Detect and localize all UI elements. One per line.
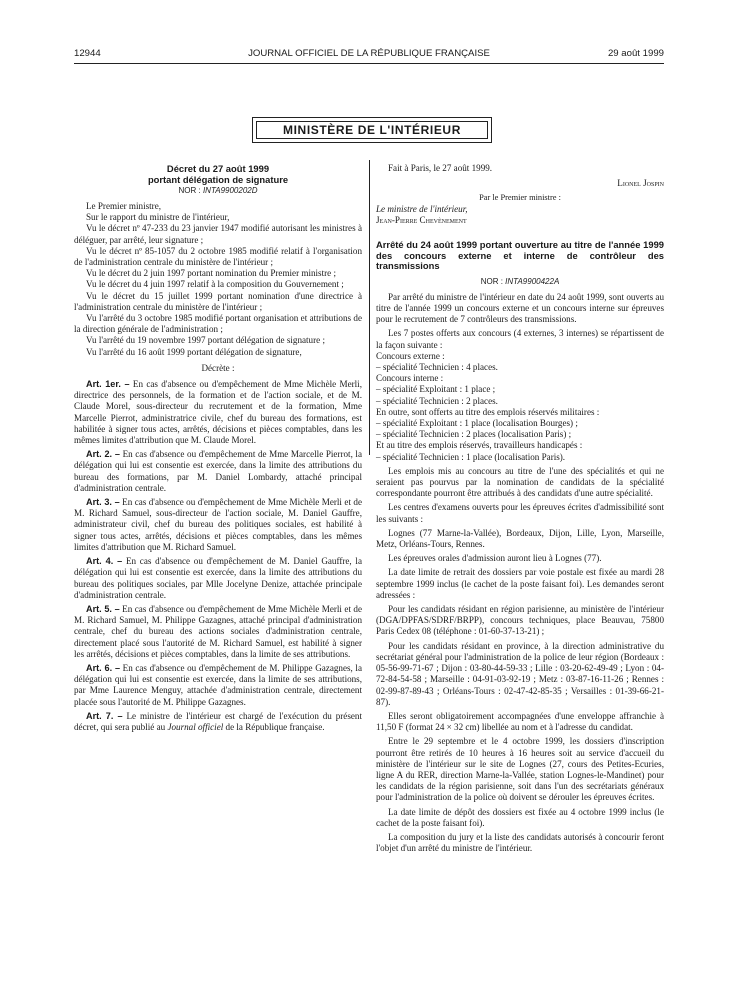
- arrete-nor: [376, 276, 664, 287]
- arrete-paragraph: – spécialité Technicien : 4 places.: [376, 362, 498, 373]
- arrete-paragraph: Concours externe :: [376, 350, 445, 361]
- par-le-premier-ministre: Par le Premier ministre :: [479, 193, 561, 203]
- column-divider: [369, 160, 370, 455]
- preamble-paragraph: Vu le décret du 15 juillet 1999 portant nomination d'une directrice à l'administration centrale du ministère de l'intérieur ;: [74, 290, 362, 312]
- journal-title: JOURNAL OFFICIEL DE LA RÉPUBLIQUE FRANÇAISE: [248, 48, 490, 59]
- arrete-body: [376, 292, 664, 855]
- nor-code: INTA9900202D: [202, 186, 258, 195]
- decree-column: [74, 163, 362, 733]
- signature-jospin: Lionel Jospin: [617, 178, 664, 189]
- ministry-box: [252, 117, 492, 143]
- article-text: En cas d'absence ou d'empêchement de Mme Michèle Merli, directrice des personnels, de la formation et de l'action sociale, et de M. Claude Morel, sous-directeur du recrutement et de la formation, Mme Marcelle Pierrot, administratrice civile, chef du bureau des formations, est habilitée à signer tous actes, arrêtés, décisions et pièces comptables, dans les mêmes limites d'attribution que M. Claude Morel.: [74, 379, 362, 446]
- ministry-title: MINISTÈRE DE L'INTÉRIEUR: [256, 121, 488, 139]
- arrete-paragraph: Elles seront obligatoirement accompagnées d'une enveloppe affranchie à 11,50 F (format 24 × 32 cm) libellée au nom et à l'adresse du candidat.: [376, 710, 664, 733]
- arrete-paragraph: Pour les candidats résidant en région parisienne, au ministère de l'intérieur (DGA/DPFAS/SDRF/BRPP), concours techniques, place Beauvau, 75800 Paris Cedex 08 (téléphone : 01-60-37-13-21) ;: [376, 604, 664, 637]
- decree-nor: [74, 185, 362, 196]
- article-paragraph: [74, 449, 362, 494]
- preamble-paragraph: Vu le décret du 4 juin 1997 relatif à la composition du Gouvernement ;: [86, 279, 344, 290]
- article-7-text-1: Le ministre de l'intérieur est chargé de l'exécution du présent décret, qui sera publié au: [74, 710, 362, 732]
- page-header: [74, 48, 664, 62]
- decree-title-1: Décret du 27 août 1999: [166, 163, 270, 174]
- decree-articles: [74, 379, 362, 708]
- issue-date: 29 août 1999: [607, 48, 664, 59]
- preamble-paragraph: Le Premier ministre,: [86, 201, 162, 211]
- article-text: En cas d'absence ou d'empêchement de Mme Michèle Merli et de M. Richard Samuel, sous-directeur de l'action sociale, M. Daniel Gauffre, administrateur civil, chef du bureau des politiques sociales, est habilité à signer tous actes, arrêtés, décisions et pièces comptables, dans les mêmes limites d'attribution que M. Richard Samuel.: [74, 497, 362, 552]
- article-paragraph: [74, 663, 362, 708]
- nor-label: NOR :: [480, 276, 503, 286]
- article-text: En cas d'absence ou d'empêchement de Mme Michèle Merli et de M. Richard Samuel, M. Philippe Gazagnes, attaché principal d'administration centrale, chef du bureau des actions sociales d'administration centrale, directement placé sous l'autorité de M. Richard Samuel, est habilité à signer les arrêtés, décisions et pièces comptables, dans la limite de ses attributions.: [74, 603, 362, 659]
- article-paragraph: [74, 497, 362, 553]
- article-text: En cas d'absence ou d'empêchement de M. Philippe Gazagnes, la délégation qui lui est consentie est exercée, dans la limite de ses attributions, par Mme Laurence Menguy, attachée d'administration centrale, directement placée sous l'autorité de M. Philippe Gazagnes.: [74, 662, 362, 707]
- article-text: En cas d'absence ou d'empêchement de Mme Marcelle Pierrot, la délégation qui lui est consentie est exercée, dans la limite des attributions du bureau des formations, par M. Daniel Lombardy, attaché principal d'administration centrale.: [74, 449, 362, 493]
- arrete-paragraph: La date limite de retrait des dossiers par voie postale est fixée au mardi 28 septembre 1999 inclus (le cachet de la poste faisant foi). Les demandes seront adressées :: [376, 567, 664, 600]
- arrete-paragraph: Par arrêté du ministre de l'intérieur en date du 24 août 1999, sont ouverts au titre de l'année 1999 un concours externe et un concours interne sur épreuves pour le recrutement de 7 contrôleurs des transmissions.: [376, 291, 664, 325]
- arrete-paragraph: – spécialité Technicien : 2 places (localisation Paris) ;: [376, 429, 572, 440]
- signature-chevenement: Jean-Pierre Chevènement: [376, 214, 467, 225]
- arrete-paragraph: Les centres d'examens ouverts pour les épreuves écrites d'admissibilité sont les suivants :: [376, 502, 664, 524]
- decree-preamble: [74, 201, 362, 358]
- article-paragraph: [74, 604, 362, 660]
- preamble-paragraph: Vu l'arrêté du 3 octobre 1985 modifié portant organisation et attributions de la direction générale de l'administration ;: [74, 313, 362, 335]
- article-7-text-2: de la République française.: [225, 721, 325, 732]
- preamble-paragraph: Sur le rapport du ministre de l'intérieur,: [86, 212, 230, 223]
- arrete-paragraph: La composition du jury et la liste des candidats autorisés à concourir feront l'objet d'un arrêté du ministre de l'intérieur.: [376, 831, 664, 854]
- decree-title-2: portant délégation de signature: [147, 174, 289, 185]
- arrete-paragraph: – spécialité Exploitant : 1 place (localisation Bourges) ;: [376, 418, 578, 429]
- preamble-paragraph: Vu le décret nº 85-1057 du 2 octobre 1985 modifié relatif à l'organisation de l'administration centrale du ministère de l'intérieur ;: [74, 245, 362, 268]
- preamble-paragraph: Vu le décret nº 47-233 du 23 janvier 1947 modifié autorisant les ministres à déléguer, par arrêté, leur signature ;: [74, 223, 362, 245]
- nor-label: NOR :: [178, 186, 201, 195]
- arrete-paragraph: Et au titre des emplois réservés, travailleurs handicapés :: [376, 440, 583, 451]
- article-label: Art. 6. –: [86, 662, 121, 673]
- arrete-paragraph: Entre le 29 septembre et le 4 octobre 1999, les dossiers d'inscription pourront être retirés de 10 heures à 16 heures soit au service d'accueil du ministère de l'intérieur sur le site de Lognes (27, cours des Petites-Ecuries, ligne A du RER, direction Marne-la-Vallée, station Lognes-le-Mandinet) pour les candidats de la région parisienne, soit dans l'un des secrétariats généraux pour l'administration de la police où doivent se dérouler les épreuves écrites.: [376, 736, 664, 803]
- article-label: Art. 4. –: [86, 556, 123, 567]
- arrete-paragraph: Lognes (77 Marne-la-Vallée), Bordeaux, Dijon, Lille, Lyon, Marseille, Metz, Orléans-Tours, Rennes.: [376, 527, 664, 550]
- arrete-paragraph: Les 7 postes offerts aux concours (4 externes, 3 internes) se répartissent de la façon suivante :: [376, 328, 664, 350]
- header-rule: [74, 63, 664, 64]
- article-paragraph: [74, 379, 362, 446]
- preamble-paragraph: Vu l'arrêté du 16 août 1999 portant délégation de signature,: [86, 346, 302, 357]
- article-paragraph: [74, 556, 362, 601]
- arrete-paragraph: – spécialité Exploitant : 1 place ;: [376, 384, 496, 395]
- minister-role: Le ministre de l'intérieur,: [376, 203, 468, 214]
- arrete-title: Arrêté du 24 août 1999 portant ouverture au titre de l'année 1999 des concours externe et interne de contrôleur des transmissions: [376, 239, 664, 272]
- preamble-paragraph: Vu l'arrêté du 19 novembre 1997 portant délégation de signature ;: [86, 335, 325, 346]
- article-label: Art. 1er. –: [86, 379, 130, 390]
- preamble-paragraph: Vu le décret du 2 juin 1997 portant nomination du Premier ministre ;: [86, 268, 336, 279]
- decrete-line: Décrète :: [201, 362, 235, 373]
- arrete-paragraph: Pour les candidats résidant en province, à la direction administrative du secrétariat général pour l'administration de la police de leur région (Bordeaux : 05-56-99-71-67 ; Dijon : 03-80-44-59-33 ; Lille : 03-20-62-49-49 ; Lyon : 04-72-84-54-58 ; Marseille : 04-91-03-92-19 ; Metz : 03-87-16-11-26 ; Rennes : 02-99-87-89-43 ; Orléans-Tours : 02-47-42-85-35 ; Versailles : 01-39-66-21-87).: [376, 640, 664, 707]
- nor-code: INTA9900422A: [505, 276, 560, 286]
- fait-line: Fait à Paris, le 27 août 1999.: [388, 163, 493, 173]
- article-label: Art. 2. –: [86, 449, 120, 460]
- arrete-paragraph: Concours interne :: [376, 373, 444, 384]
- article-text: En cas d'absence ou d'empêchement de M. Daniel Gauffre, la délégation qui lui est consentie est exercée, dans la limite des attributions du bureau des politiques sociales, par Mlle Jocelyne Denize, attachée principale d'administration centrale.: [74, 556, 362, 600]
- article-label: Art. 7. –: [86, 710, 123, 721]
- right-column: [376, 163, 664, 854]
- journal-officiel-italic: Journal officiel: [167, 721, 224, 732]
- arrete-paragraph: La date limite de dépôt des dossiers est fixée au 4 octobre 1999 inclus (le cachet de la poste faisant foi).: [376, 806, 664, 828]
- article-label: Art. 3. –: [86, 497, 120, 508]
- arrete-paragraph: – spécialité Technicien : 2 places.: [376, 395, 498, 406]
- article-7: [74, 711, 362, 733]
- article-label: Art. 5. –: [86, 603, 120, 614]
- arrete-paragraph: Les épreuves orales d'admission auront lieu à Lognes (77).: [388, 553, 602, 564]
- arrete-paragraph: En outre, sont offerts au titre des emplois réservés militaires :: [376, 406, 600, 417]
- arrete-paragraph: – spécialité Technicien : 1 place (localisation Paris).: [376, 451, 566, 462]
- arrete-paragraph: Les emplois mis au concours au titre de l'une des spécialités et qui ne seraient pas pourvus par la nomination de candidats de la spécialité correspondante pourront être attribués à des candidats d'une autre spécialité.: [376, 465, 664, 499]
- page-number: 12944: [74, 48, 101, 59]
